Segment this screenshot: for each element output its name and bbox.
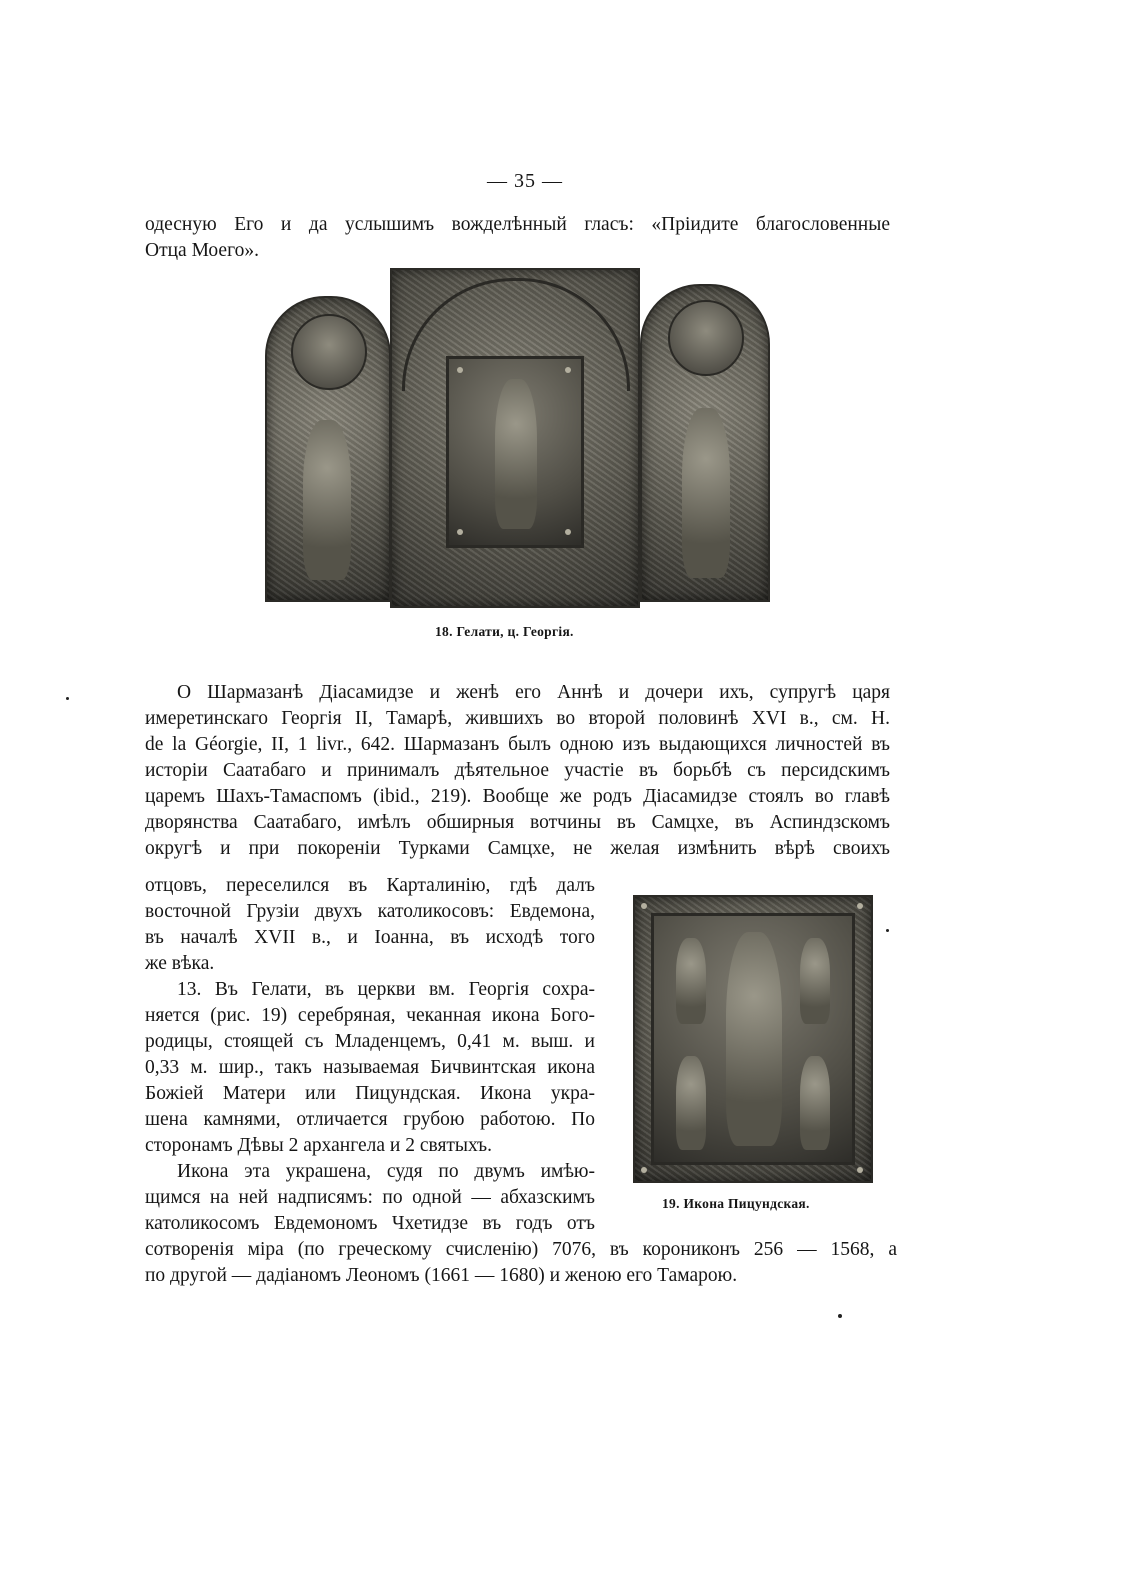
- page-number: — 35 —: [487, 170, 563, 192]
- gem: [457, 529, 463, 535]
- text-line: сотворенія міра (по греческому счисленію) 7076, въ корониконъ 256 — 1568, а: [145, 1239, 897, 1260]
- saint-right-figure: [800, 1056, 830, 1150]
- text-line: восточной Грузіи двухъ католикосовъ: Евдемона,: [145, 901, 595, 922]
- text-line: округѣ и при покореніи Турками Самцхе, не желая измѣнить вѣрѣ своихъ: [145, 838, 890, 859]
- ink-speck: [838, 1314, 842, 1318]
- triptych-illustration: [262, 268, 774, 608]
- text-line: въ началѣ XVII в., и Іоанна, въ исходѣ того: [145, 927, 595, 948]
- virgin-figure: [495, 379, 537, 529]
- narrow-paragraph: [145, 873, 595, 977]
- text-line: Отца Моего».: [145, 240, 259, 261]
- section-13-paragraph: [145, 977, 595, 1159]
- text-line: царемъ Шахъ-Тамаспомъ (ibid., 219). Вообще же родъ Діасамидзе стоялъ во главѣ: [145, 786, 890, 807]
- text-line: одесную Его и да услышимъ вожделѣнный гласъ: «Пріидите благословенные: [145, 214, 890, 235]
- text-line: исторіи Саатабаго и принималъ дѣятельное участіе въ борьбѣ съ персидскимъ: [145, 760, 890, 781]
- saint-left-figure: [676, 1056, 706, 1150]
- archangel-left-figure: [676, 938, 706, 1024]
- text-line: няется (рис. 19) серебряная, чеканная икона Бого-: [145, 1005, 595, 1026]
- text-line: имеретинскаго Георгія II, Тамарѣ, жившихъ во второй половинѣ XVI в., см. H.: [145, 708, 890, 729]
- closing-paragraph: [145, 1237, 897, 1289]
- text-line: Икона эта украшена, судя по двумъ имѣю-: [177, 1161, 595, 1182]
- gem: [641, 903, 647, 909]
- triptych-center-panel: [390, 268, 640, 608]
- gem: [641, 1167, 647, 1173]
- icon-inscription-paragraph: [145, 1159, 595, 1237]
- pitsunda-icon-illustration: [633, 895, 873, 1183]
- ink-speck: [886, 929, 889, 932]
- gem: [565, 529, 571, 535]
- triptych-left-wing: [265, 296, 391, 602]
- center-inner-field: [446, 356, 584, 548]
- medallion-left: [291, 314, 367, 390]
- ink-speck: [66, 697, 69, 700]
- opening-paragraph: [145, 212, 890, 264]
- main-paragraph: [145, 680, 890, 862]
- text-line: 0,33 м. шир., такъ называемая Бичвинтская икона: [145, 1057, 595, 1078]
- gem: [457, 367, 463, 373]
- archangel-right-figure: [800, 938, 830, 1024]
- icon-inner-field: [651, 913, 855, 1165]
- text-line: же вѣка.: [145, 953, 215, 974]
- text-line: Божіей Матери или Пицундская. Икона укра-: [145, 1083, 595, 1104]
- gem: [565, 367, 571, 373]
- text-line: дворянства Саатабаго, имѣлъ обширныя вотчины въ Самцхе, въ Аспиндзскомъ: [145, 812, 890, 833]
- text-line: 13. Въ Гелати, въ церкви вм. Георгія сохра-: [177, 979, 595, 1000]
- gem: [857, 1167, 863, 1173]
- text-line: шена камнями, отличается грубою работою. По: [145, 1109, 595, 1130]
- text-line: сторонамъ Дѣвы 2 архангела и 2 святыхъ.: [145, 1135, 493, 1156]
- figure-18-caption: 18. Гелати, ц. Георгія.: [435, 624, 574, 639]
- text-line: католикосомъ Евдемономъ Чхетидзе въ годъ отъ: [145, 1213, 595, 1234]
- saint-figure-left: [303, 420, 351, 580]
- triptych-right-wing: [640, 284, 770, 602]
- saint-figure-right: [682, 408, 730, 578]
- text-line: de la Géorgie, II, 1 livr., 642. Шармазанъ былъ одною изъ выдающихся личностей въ: [145, 734, 890, 755]
- text-line: по другой — дадіаномъ Леономъ (1661 — 1680) и женою его Тамарою.: [145, 1265, 738, 1286]
- medallion-right: [668, 300, 744, 376]
- icon-frame: [633, 895, 873, 1183]
- gem: [857, 903, 863, 909]
- text-line: О Шармазанѣ Діасамидзе и женѣ его Аннѣ и дочери ихъ, супругѣ царя: [177, 682, 890, 703]
- text-line: отцовъ, переселился въ Карталинію, гдѣ далъ: [145, 875, 595, 896]
- virgin-with-child-figure: [726, 932, 782, 1146]
- text-line: щимся на ней надписямъ: по одной — абхазскимъ: [145, 1187, 595, 1208]
- text-line: родицы, стоящей съ Младенцемъ, 0,41 м. выш. и: [145, 1031, 595, 1052]
- figure-19-caption: 19. Икона Пицундская.: [662, 1196, 810, 1211]
